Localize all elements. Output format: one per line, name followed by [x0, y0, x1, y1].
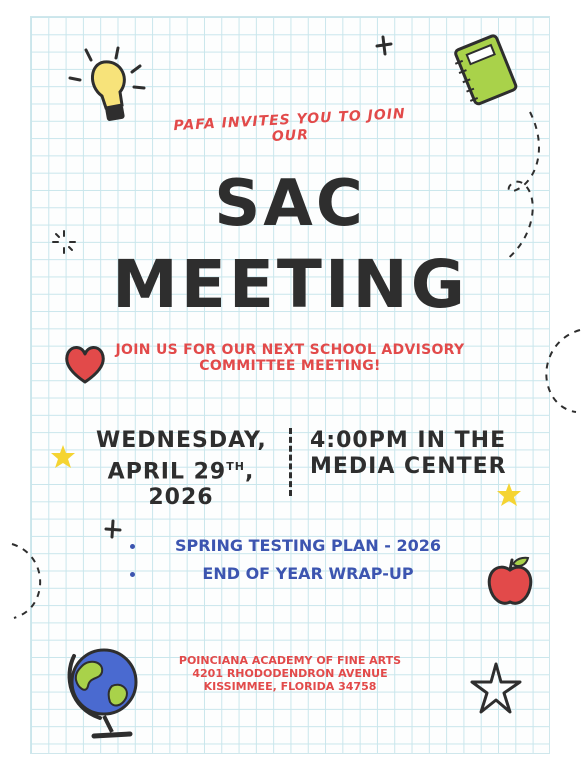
page-title-line-2: MEETING	[112, 246, 468, 323]
time-line-2: MEDIA CENTER	[310, 454, 507, 479]
dashed-arc-doodle	[540, 326, 582, 416]
cross-doodle-icon	[372, 34, 396, 58]
list-item: END OF YEAR WRAP-UP	[128, 560, 468, 588]
lightbulb-icon	[64, 42, 154, 132]
address-line-1: POINCIANA ACADEMY OF FINE ARTS	[178, 654, 402, 667]
list-item: SPRING TESTING PLAN - 2026	[128, 532, 468, 560]
event-time-location	[310, 428, 510, 480]
outline-star-icon	[468, 660, 524, 716]
star-icon	[50, 444, 76, 470]
date-line-1: WEDNESDAY,	[96, 428, 267, 453]
agenda-list	[128, 532, 468, 588]
cross-doodle-icon	[102, 518, 124, 540]
apple-icon	[482, 554, 538, 610]
address-line-3: KISSIMMEE, FLORIDA 34758	[203, 680, 377, 693]
dashed-arc-doodle	[8, 540, 48, 620]
notebook-icon	[448, 30, 528, 110]
address-line-2: 4201 RHODODENDRON AVENUE	[192, 667, 388, 680]
page-title-line-1: SAC	[214, 167, 366, 241]
school-address	[150, 654, 430, 693]
subtitle-line-1: JOIN US FOR OUR NEXT SCHOOL ADVISORY	[115, 342, 465, 358]
invite-line: PAFA INVITES YOU TO JOIN OUR	[173, 105, 407, 145]
date-ordinal-suffix: TH	[226, 460, 245, 473]
star-icon	[496, 482, 522, 508]
date-line-2: APRIL 29TH,	[107, 459, 255, 485]
time-line-1: 4:00PM IN THE	[310, 428, 507, 453]
sparkle-doodle	[50, 228, 78, 256]
dashed-divider	[289, 428, 292, 496]
event-date	[96, 428, 266, 511]
globe-icon	[60, 636, 150, 744]
subtitle-line-2: COMMITTEE MEETING!	[199, 358, 381, 374]
subtitle	[100, 342, 480, 374]
date-line-3: 2026	[148, 485, 214, 511]
